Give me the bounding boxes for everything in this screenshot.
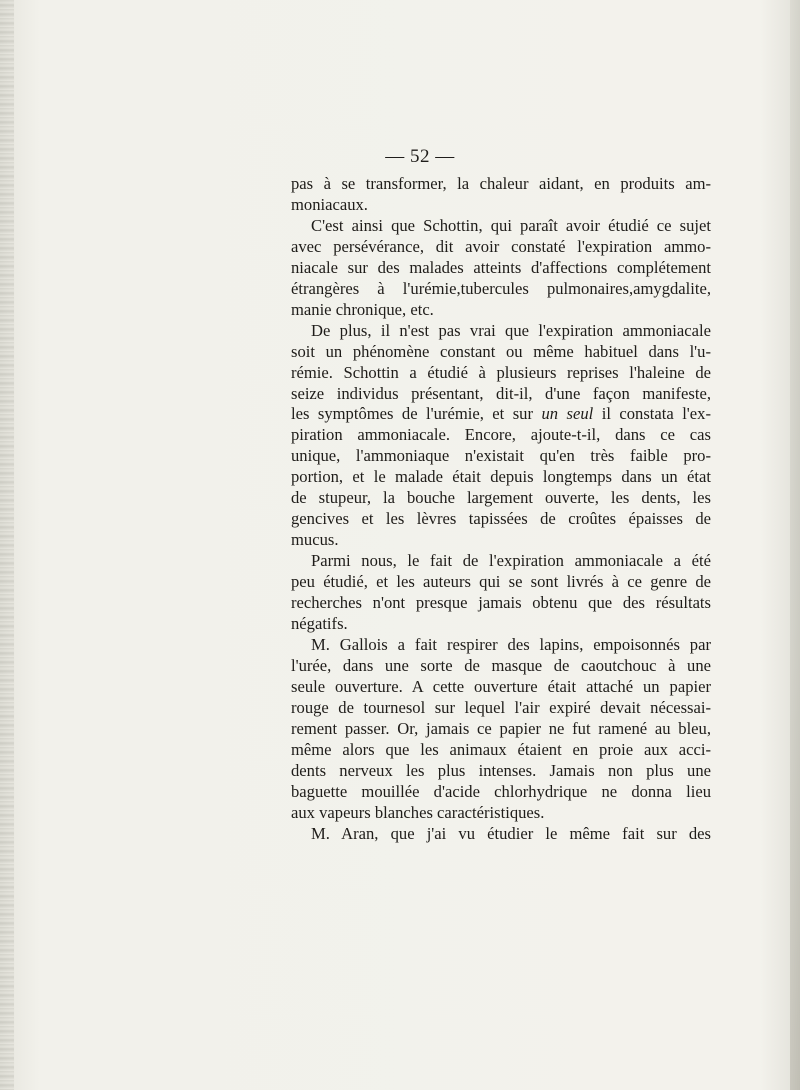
text-line: avec persévérance, dit avoir constaté l'expiration ammo- [291, 236, 711, 256]
text-line: négatifs. [291, 614, 348, 634]
text-line: étrangères à l'urémie,tubercules pulmonaires,amygdalite, [291, 278, 711, 298]
text-line: M. Aran, que j'ai vu étudier le même fait sur des [311, 823, 711, 843]
text-line: piration ammoniacale. Encore, ajoute-t-il, dans ce cas [291, 425, 711, 445]
text-line: rémie. Schottin a étudié à plusieurs reprises l'haleine de [291, 362, 711, 382]
text-line: gencives et les lèvres tapissées de croûtes épaisses de [291, 509, 711, 529]
text-line: De plus, il n'est pas vrai que l'expiration ammoniacale [311, 320, 711, 340]
text-line: niacale sur des malades atteints d'affections complétement [291, 257, 711, 277]
text-fragment: les symptômes de l'urémie, et sur [291, 404, 534, 424]
text-line: seule ouverture. A cette ouverture était attaché un papier [291, 676, 711, 696]
text-line: même alors que les animaux étaient en proie aux acci- [291, 739, 711, 759]
text-line: baguette mouillée d'acide chlorhydrique ne donna lieu [291, 781, 711, 801]
text-line: rement passer. Or, jamais ce papier ne fut ramené au bleu, [291, 718, 711, 738]
text-line: Parmi nous, le fait de l'expiration ammoniacale a été [311, 551, 711, 571]
text-line: seize individus présentant, dit-il, d'une façon manifeste, [291, 383, 711, 403]
text-line: moniacaux. [291, 194, 368, 214]
text-line: l'urée, dans une sorte de masque de caoutchouc à une [291, 655, 711, 675]
text-line: pas à se transformer, la chaleur aidant, en produits am- [291, 174, 711, 193]
text-line: rouge de tournesol sur lequel l'air expiré devait nécessai- [291, 697, 711, 717]
text-line: dents nerveux les plus intenses. Jamais non plus une [291, 760, 711, 780]
text-line: recherches n'ont presque jamais obtenu que des résultats [291, 593, 711, 613]
text-line: unique, l'ammoniaque n'existait qu'en très faible pro- [291, 446, 711, 466]
text-line: de stupeur, la bouche largement ouverte, les dents, les [291, 488, 711, 508]
text-line-with-italic [291, 404, 711, 425]
text-line: manie chronique, etc. [291, 299, 434, 319]
page-number: — 52 — [385, 146, 455, 167]
text-line: peu étudié, et les auteurs qui se sont livrés à ce genre de [291, 572, 711, 592]
text-fragment: il constata l'ex- [601, 404, 711, 424]
text-line: C'est ainsi que Schottin, qui paraît avoir étudié ce sujet [311, 215, 711, 235]
text-line: aux vapeurs blanches caractéristiques. [291, 802, 545, 822]
italic-fragment: un seul [541, 404, 594, 424]
body-text [291, 174, 711, 845]
text-line: portion, et le malade était depuis longtemps dans un état [291, 467, 711, 487]
text-line: soit un phénomène constant ou même habituel dans l'u- [291, 341, 711, 361]
text-line: M. Gallois a fait respirer des lapins, empoisonnés par [311, 634, 711, 654]
text-line: mucus. [291, 530, 339, 550]
